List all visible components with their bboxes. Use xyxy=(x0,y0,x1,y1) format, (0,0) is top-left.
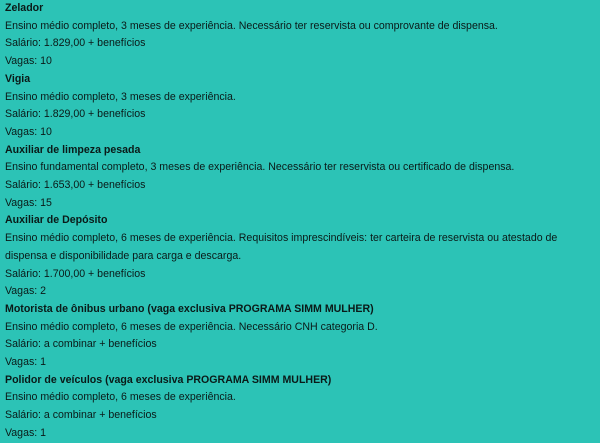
job-openings: Vagas: 10 xyxy=(5,55,52,68)
job-title: Vigia xyxy=(5,72,31,85)
job-salary: Salário: 1.829,00 + benefícios xyxy=(5,37,146,50)
job-description: Ensino médio completo, 6 meses de experiência. Requisitos imprescindíveis: ter carteira de reservista ou atestado de dispensa e disponibilidade para carga e descarga. xyxy=(5,232,558,262)
job-polidor xyxy=(5,372,595,443)
job-salary: Salário: 1.700,00 + benefícios xyxy=(5,267,146,280)
job-title: Polidor de veículos (vaga exclusiva PROGRAMA SIMM MULHER) xyxy=(5,373,332,386)
job-title: Auxiliar de limpeza pesada xyxy=(5,143,141,156)
job-auxiliar-deposito xyxy=(5,212,595,301)
job-salary: Salário: a combinar + benefícios xyxy=(5,338,157,351)
job-title: Zelador xyxy=(5,2,44,14)
job-description: Ensino fundamental completo, 3 meses de experiência. Necessário ter reservista ou certificado de dispensa. xyxy=(5,161,515,174)
job-salary: Salário: 1.829,00 + benefícios xyxy=(5,108,146,121)
job-openings: Vagas: 1 xyxy=(5,356,47,369)
job-openings: Vagas: 2 xyxy=(5,285,47,298)
job-openings: Vagas: 15 xyxy=(5,196,52,209)
job-salary: Salário: a combinar + benefícios xyxy=(5,409,157,422)
job-vigia xyxy=(5,71,595,142)
job-auxiliar-limpeza xyxy=(5,142,595,213)
job-motorista xyxy=(5,301,595,372)
job-salary: Salário: 1.653,00 + benefícios xyxy=(5,179,146,192)
job-title: Motorista de ônibus urbano (vaga exclusiva PROGRAMA SIMM MULHER) xyxy=(5,302,374,315)
job-description: Ensino médio completo, 6 meses de experiência. xyxy=(5,391,236,404)
job-zelador xyxy=(5,0,595,71)
job-openings: Vagas: 1 xyxy=(5,426,47,439)
job-openings: Vagas: 10 xyxy=(5,125,52,138)
job-description: Ensino médio completo, 6 meses de experiência. Necessário CNH categoria D. xyxy=(5,320,378,333)
job-description: Ensino médio completo, 3 meses de experiência. xyxy=(5,90,236,103)
job-title: Auxiliar de Depósito xyxy=(5,214,108,227)
job-description: Ensino médio completo, 3 meses de experiência. Necessário ter reservista ou comprovante de dispensa. xyxy=(5,19,498,32)
